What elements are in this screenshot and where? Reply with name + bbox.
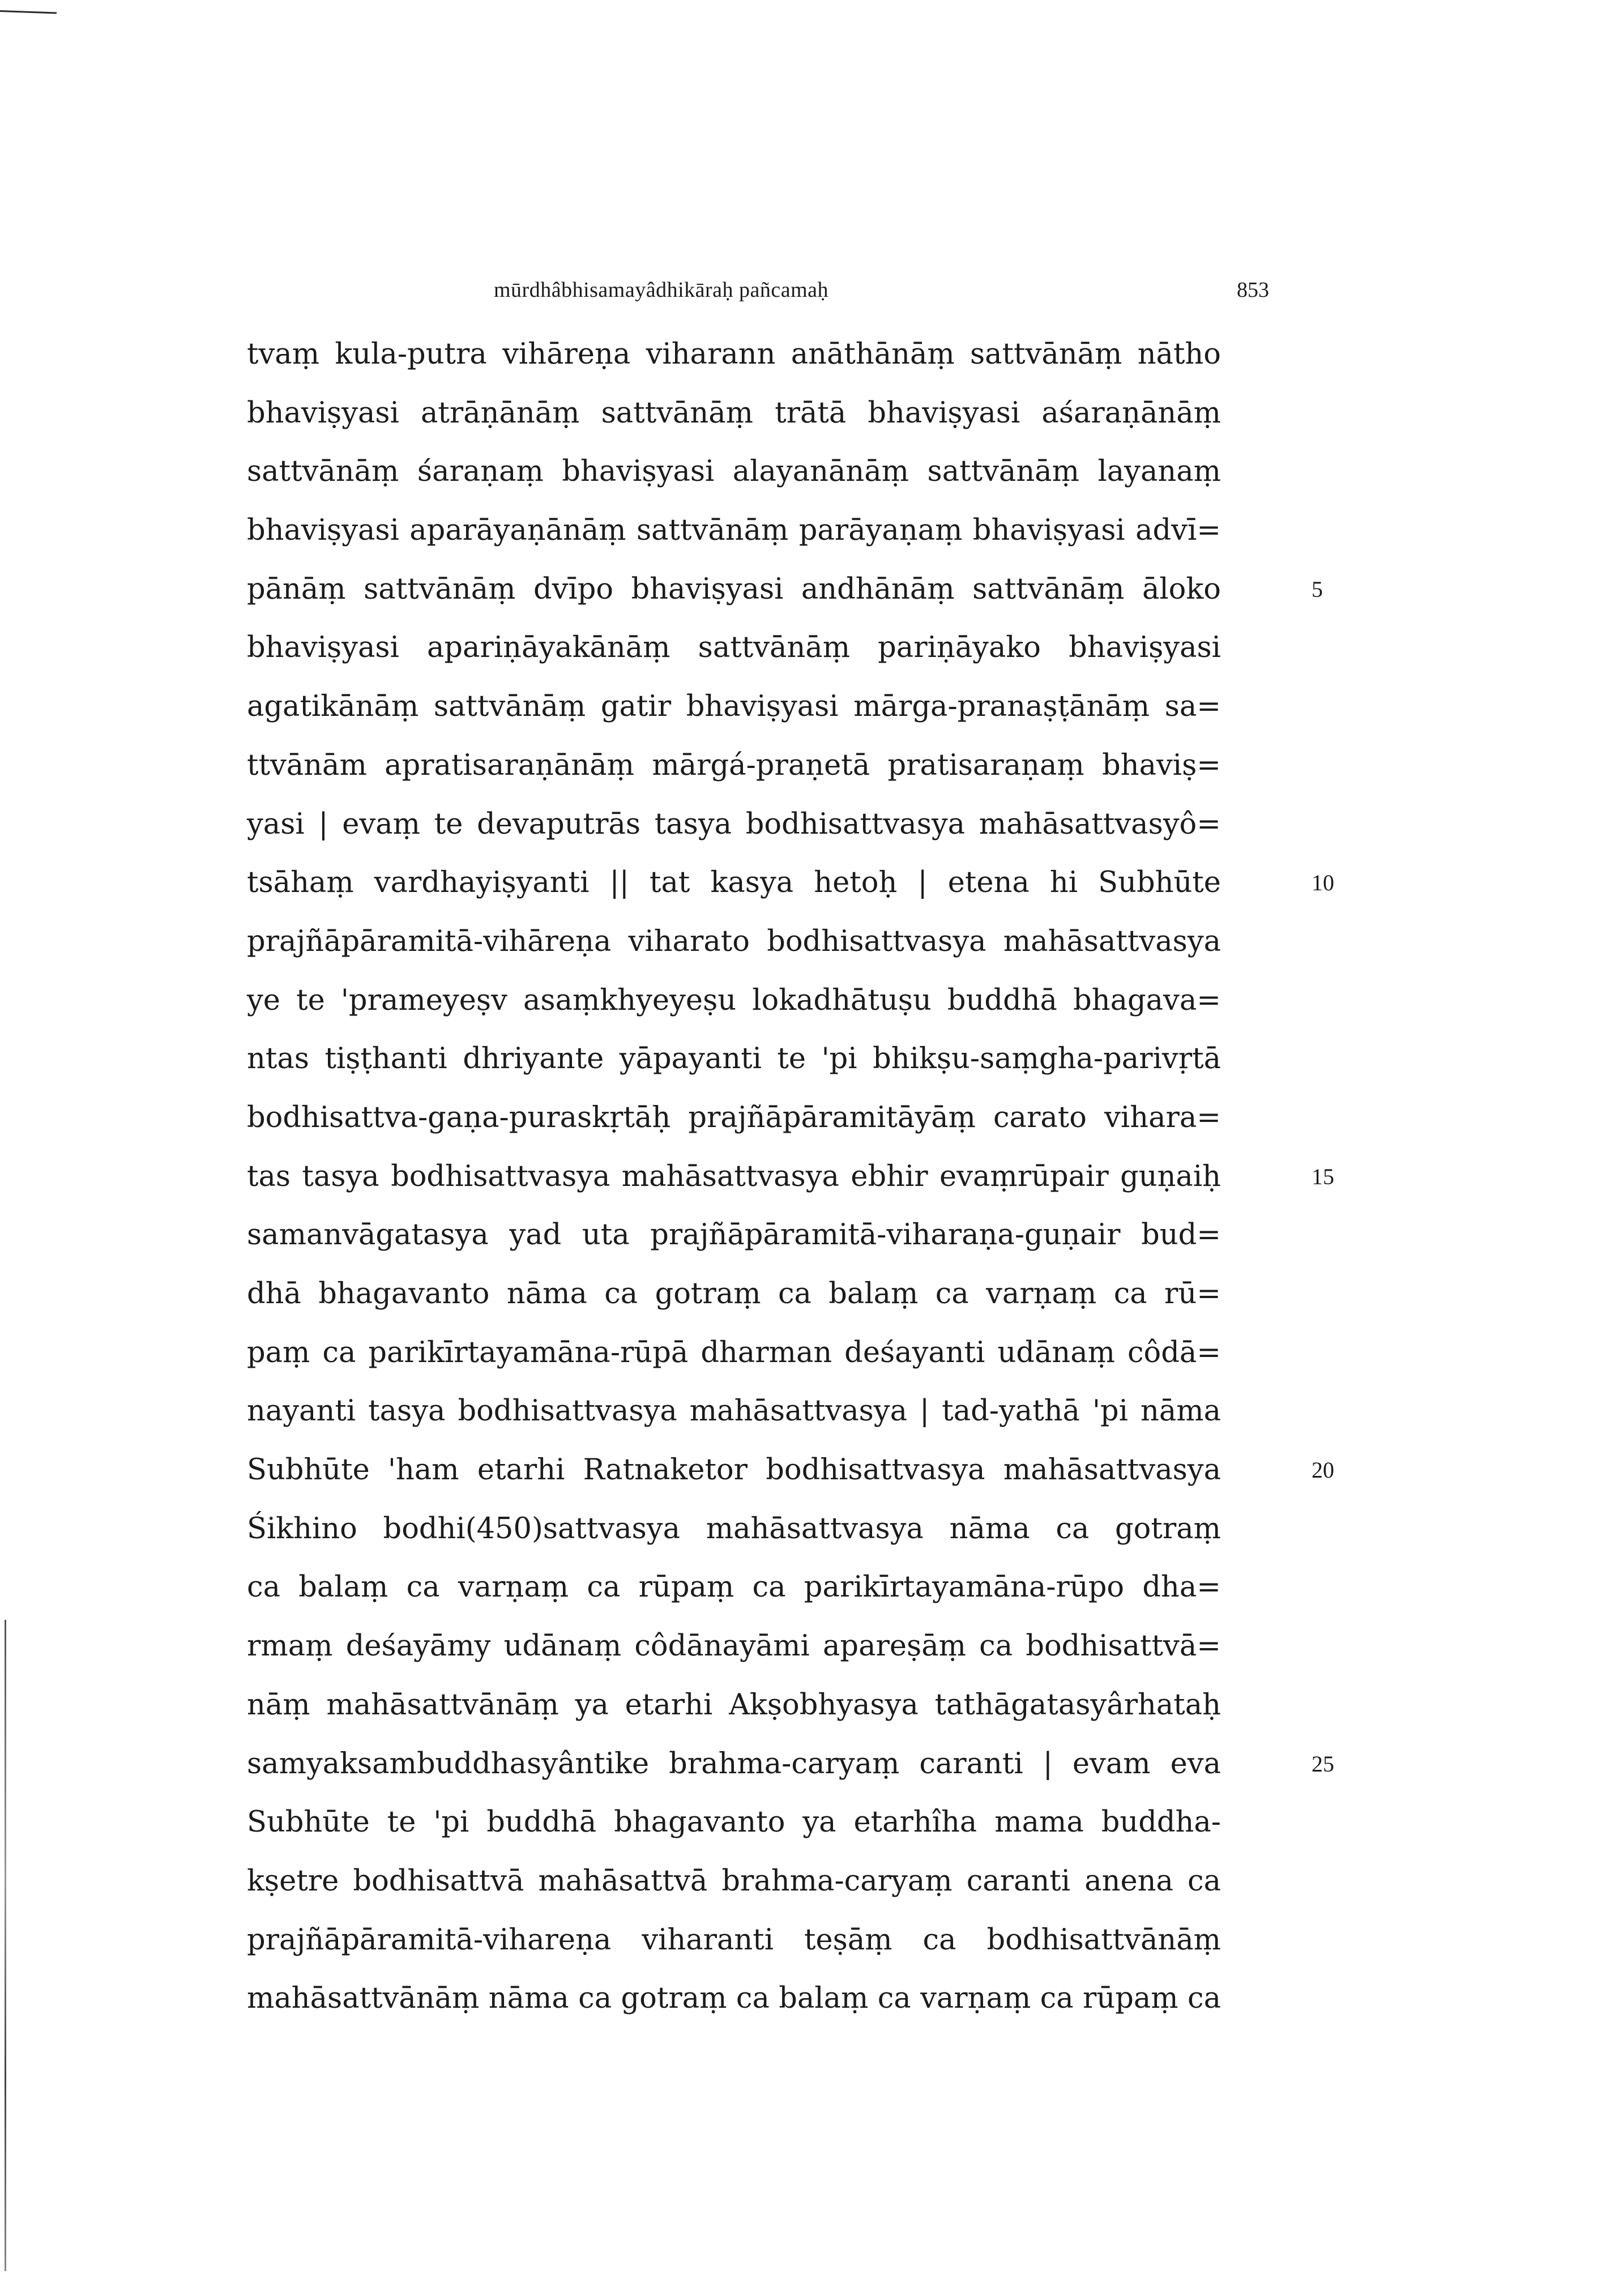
text-line-12: ye te 'prameyeṣv asaṃkhyeyeṣu lokadhātuṣu buddhā bhagava= bbox=[247, 983, 1221, 1017]
line-number-10: 10 bbox=[1312, 870, 1334, 895]
text-line-15: tas tasya bodhisattvasya mahāsattvasya ebhir evaṃrūpair guṇaiḥ bbox=[247, 1159, 1221, 1193]
text-line-26: Subhūte te 'pi buddhā bhagavanto ya etarhîha mama buddha- bbox=[247, 1806, 1221, 1840]
text-line-17: dhā bhagavanto nāma ca gotraṃ ca balaṃ ca varṇaṃ ca rū= bbox=[247, 1277, 1221, 1311]
text-line-2: bhaviṣyasi atrāṇānāṃ sattvānāṃ trātā bhaviṣyasi aśaraṇānāṃ bbox=[247, 396, 1221, 430]
text-line-18: paṃ ca parikīrtayamāna-rūpā dharman deśayanti udānaṃ côdā= bbox=[247, 1335, 1221, 1369]
text-line-29: mahāsattvānāṃ nāma ca gotraṃ ca balaṃ ca varṇaṃ ca rūpaṃ ca bbox=[247, 1982, 1221, 2016]
text-line-10: tsāhaṃ vardhayiṣyanti || tat kasya hetoḥ | etena hi Subhūte bbox=[247, 866, 1221, 900]
line-number-25: 25 bbox=[1312, 1751, 1334, 1777]
text-line-28: prajñāpāramitā-vihareṇa viharanti teṣāṃ ca bodhisattvānāṃ bbox=[247, 1923, 1221, 1957]
line-number-5: 5 bbox=[1312, 577, 1323, 602]
text-line-16: samanvāgatasya yad uta prajñāpāramitā-viharaṇa-guṇair bud= bbox=[247, 1218, 1221, 1252]
text-line-23: rmaṃ deśayāmy udānaṃ côdānayāmi apareṣāṃ ca bodhisattvā= bbox=[247, 1629, 1221, 1663]
text-line-20: Subhūte 'ham etarhi Ratnaketor bodhisattvasya mahāsattvasya bbox=[247, 1453, 1221, 1487]
scan-edge-mark-left bbox=[5, 1620, 6, 2271]
text-line-9: yasi | evaṃ te devaputrās tasya bodhisattvasya mahāsattvasyô= bbox=[247, 807, 1221, 841]
text-line-1: tvaṃ kula-putra vihāreṇa viharann anāthānāṃ sattvānāṃ nātho bbox=[247, 338, 1221, 371]
scan-edge-mark-top bbox=[0, 10, 57, 14]
text-line-13: ntas tiṣṭhanti dhriyante yāpayanti te 'pi bhikṣu-saṃgha-parivṛtā bbox=[247, 1042, 1221, 1076]
text-line-11: prajñāpāramitā-vihāreṇa viharato bodhisattvasya mahāsattvasya bbox=[247, 924, 1221, 958]
running-title: mūrdhâbhisamayâdhikāraḥ pañcamaḥ bbox=[494, 278, 829, 302]
text-line-19: nayanti tasya bodhisattvasya mahāsattvasya | tad-yathā 'pi nāma bbox=[247, 1394, 1221, 1428]
text-line-6: bhaviṣyasi apariṇāyakānāṃ sattvānāṃ pariṇāyako bhaviṣyasi bbox=[247, 631, 1221, 665]
text-line-4: bhaviṣyasi aparāyaṇānāṃ sattvānāṃ parāyaṇaṃ bhaviṣyasi advī= bbox=[247, 514, 1221, 548]
line-number-15: 15 bbox=[1312, 1164, 1334, 1189]
text-line-24: nāṃ mahāsattvānāṃ ya etarhi Akṣobhyasya tathāgatasyârhataḥ bbox=[247, 1688, 1221, 1722]
text-line-22: ca balaṃ ca varṇaṃ ca rūpaṃ ca parikīrtayamāna-rūpo dha= bbox=[247, 1571, 1221, 1604]
text-line-3: sattvānāṃ śaraṇaṃ bhaviṣyasi alayanānāṃ sattvānāṃ layanaṃ bbox=[247, 455, 1221, 489]
line-number-20: 20 bbox=[1312, 1457, 1334, 1483]
text-body bbox=[247, 334, 1221, 2037]
text-line-14: bodhisattva-gaṇa-puraskṛtāḥ prajñāpāramitāyāṃ carato vihara= bbox=[247, 1100, 1221, 1134]
text-line-27: kṣetre bodhisattvā mahāsattvā brahma-caryaṃ caranti anena ca bbox=[247, 1864, 1221, 1898]
text-line-8: ttvānām apratisaraṇānāṃ mārgá-praṇetā pratisaraṇaṃ bhaviṣ= bbox=[247, 748, 1221, 782]
text-line-21: Śikhino bodhi(450)sattvasya mahāsattvasya nāma ca gotraṃ bbox=[247, 1512, 1221, 1546]
text-line-5: pānāṃ sattvānāṃ dvīpo bhaviṣyasi andhānāṃ sattvānāṃ āloko bbox=[247, 572, 1221, 606]
page-number: 853 bbox=[1237, 278, 1269, 302]
text-line-7: agatikānāṃ sattvānāṃ gatir bhaviṣyasi mārga-pranaṣṭānāṃ sa= bbox=[247, 690, 1221, 724]
text-line-25: samyaksambuddhasyântike brahma-caryaṃ caranti | evam eva bbox=[247, 1747, 1221, 1781]
